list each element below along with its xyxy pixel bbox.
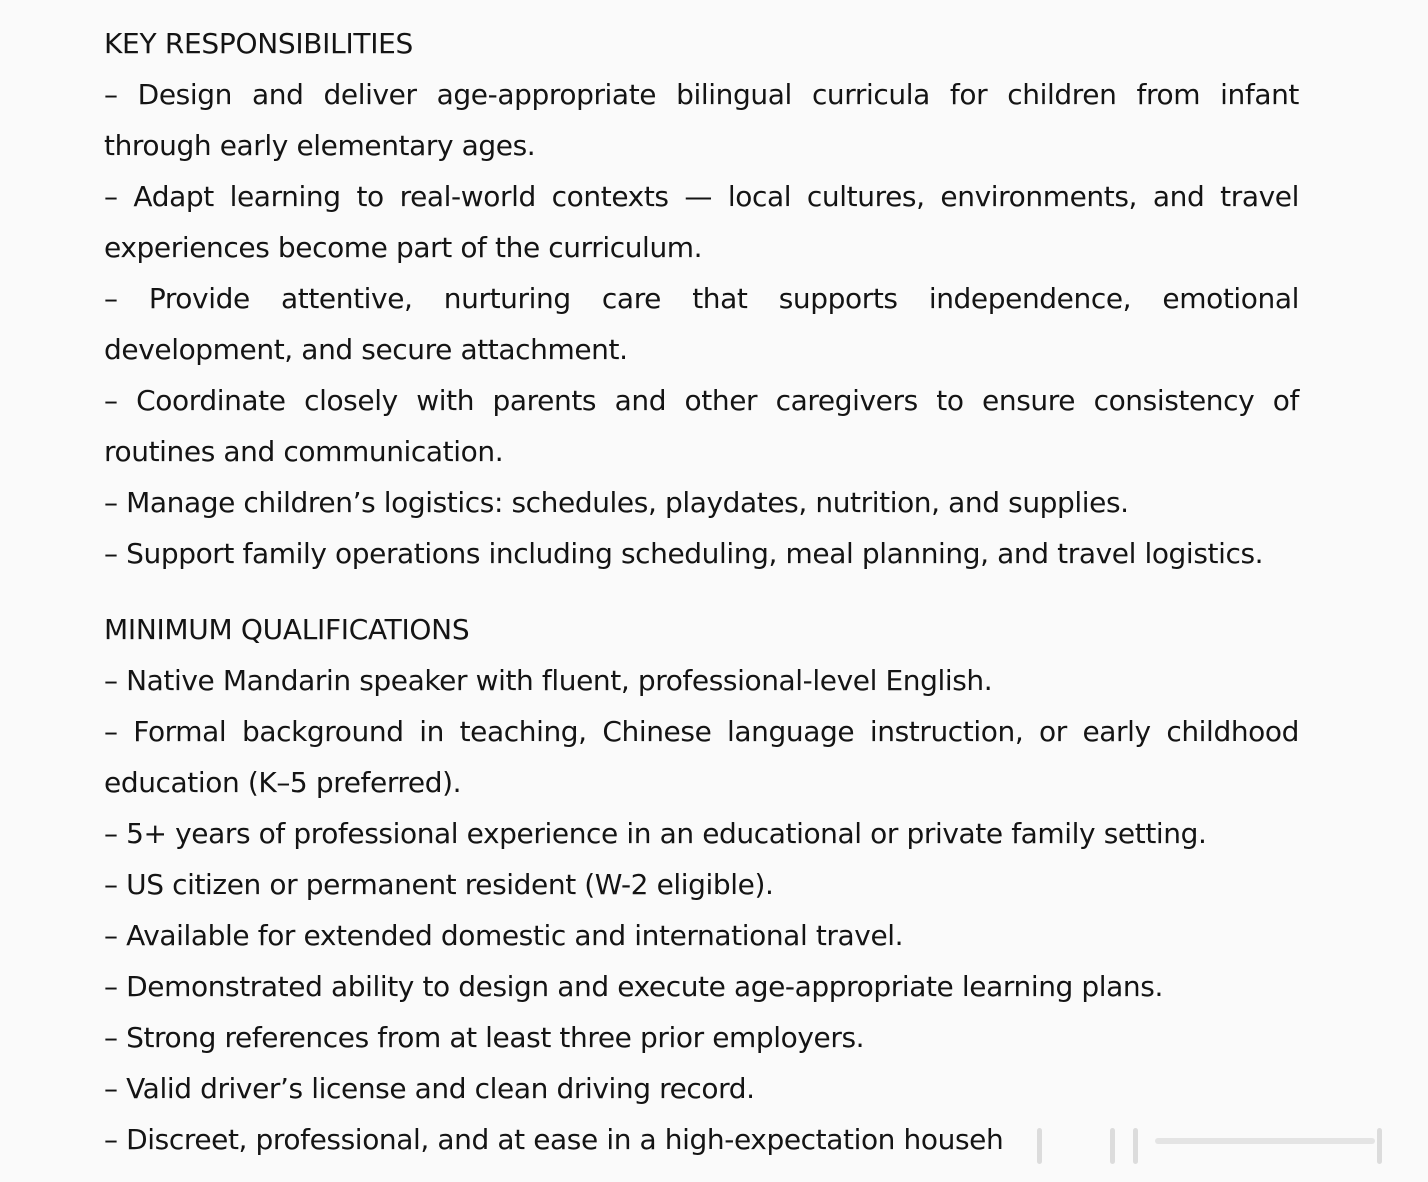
minimum-qualifications-section (104, 604, 1299, 1165)
section-heading: MINIMUM QUALIFICATIONS (104, 613, 470, 646)
list-item: – Coordinate closely with parents and other caregivers to ensure consistency of routines and communication. (104, 384, 1299, 468)
list-item: – Formal background in teaching, Chinese language instruction, or early childhood education (K–5 preferred). (104, 715, 1299, 799)
key-responsibilities-section (104, 18, 1299, 579)
job-description-document (104, 18, 1299, 1165)
list-item: – 5+ years of professional experience in an educational or private family setting. (104, 817, 1207, 850)
list-item: – Native Mandarin speaker with fluent, professional-level English. (104, 664, 993, 697)
watermark-glyph (1377, 1128, 1382, 1164)
list-item: – Available for extended domestic and international travel. (104, 919, 904, 952)
list-item: – Provide attentive, nurturing care that supports independence, emotional development, and secure attachment. (104, 282, 1299, 366)
list-item: – Discreet, professional, and at ease in a high-expectation househ (104, 1123, 1004, 1156)
list-item: – Manage children’s logistics: schedules, playdates, nutrition, and supplies. (104, 486, 1129, 519)
section-heading: KEY RESPONSIBILITIES (104, 27, 414, 60)
list-item: – Demonstrated ability to design and execute age-appropriate learning plans. (104, 970, 1163, 1003)
list-item: – Strong references from at least three prior employers. (104, 1021, 865, 1054)
list-item: – Support family operations including scheduling, meal planning, and travel logistics. (104, 537, 1264, 570)
list-item: – US citizen or permanent resident (W-2 eligible). (104, 868, 774, 901)
section-spacer (104, 579, 1299, 604)
list-item: – Valid driver’s license and clean driving record. (104, 1072, 755, 1105)
list-item: – Adapt learning to real-world contexts — local cultures, environments, and travel experiences become part of the curriculum. (104, 180, 1299, 264)
list-item: – Design and deliver age-appropriate bilingual curricula for children from infant through early elementary ages. (104, 78, 1299, 162)
